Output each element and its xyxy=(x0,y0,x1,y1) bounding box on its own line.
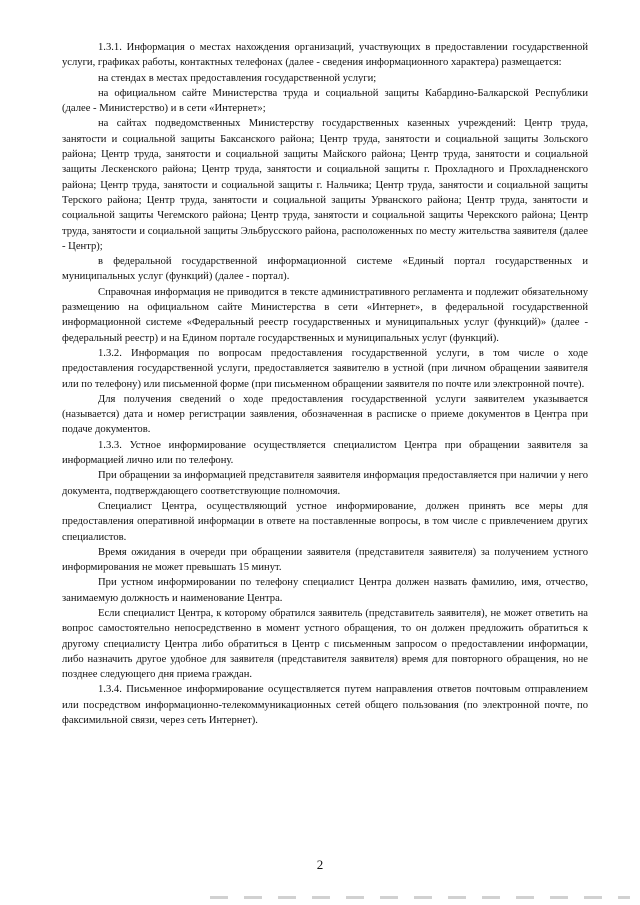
paragraph-federal-portal: в федеральной государственной информационной системе «Единый портал государственных и муниципальных услуг (функций) (далее - портал). xyxy=(62,256,588,283)
document-body xyxy=(62,40,588,728)
paragraph-stands: на стендах в местах предоставления государственной услуги; xyxy=(98,72,377,84)
paragraph-phone-info: При устном информировании по телефону специалист Центра должен назвать фамилию, имя, отчество, занимаемую должность и наименование Центра. xyxy=(62,577,588,604)
paragraph-reference-info: Справочная информация не приводится в тексте административного регламента и подлежит обязательному размещению на официальном сайте Министерства в сети «Интернет», в федеральной государственной информационной системе «Федеральный реестр государственных и муниципальных услуг (функций)» (далее - федеральный реестр) и на Едином портале государственных и муниципальных услуг (функций). xyxy=(62,286,588,344)
paragraph-waiting-time: Время ожидания в очереди при обращении заявителя (представителя заявителя) за получением устного информирования не может превышать 15 минут. xyxy=(62,546,588,574)
paragraph-1-3-1: 1.3.1. Информация о местах нахождения организаций, участвующих в предоставлении государственной услуги, графиках работы, контактных телефонах (далее - сведения информационного характера) размещается: xyxy=(62,42,588,69)
paragraph-1-3-3: 1.3.3. Устное информирование осуществляется специалистом Центра при обращении заявителя за информацией лично или по телефону. xyxy=(62,439,588,467)
paragraph-1-3-2: 1.3.2. Информация по вопросам предоставления государственной услуги, в том числе о ходе предоставления государственной услуги, предоставляется заявителю в устной (при личном обращении заявителя или по телефону) или письменной форме (при письменном обращении заявителя по почте или электронной почте). xyxy=(62,347,588,390)
paragraph-status-info: Для получения сведений о ходе предоставления государственной услуги заявителем указывается (называется) дата и номер регистрации заявления, обозначенная в расписке о приеме документов в Центра при подаче документов. xyxy=(62,393,588,436)
paragraph-1-3-4: 1.3.4. Письменное информирование осуществляется путем направления ответов почтовым отправлением или посредством информационно-телекоммуникационных сетей общего пользования (по электронной почте, по факсимильной связи, через сеть Интернет). xyxy=(62,684,588,727)
page-number: 2 xyxy=(316,857,324,872)
paragraph-representative: При обращении за информацией представителя заявителя информация предоставляется при наличии у него документа, подтверждающего соответствующие полномочия. xyxy=(62,470,588,497)
paragraph-centers-sites: на сайтах подведомственных Министерству государственных казенных учреждений: Центр труда, занятости и социальной защиты Баксанского района; Центр труда, занятости и социальной защиты Зольского района; Центр труда, занятости и социальной защиты Майского района; Центр труда, занятости и социальной защиты Лескенского района; Центр труда, занятости и социальной защиты г. Прохладного и Прохладненского района; Центр труда, занятости и социальной защиты г. Нальчика; Центр труда, занятости и социальной защиты Терского района; Центр труда, занятости и социальной защиты Урванского района; Центр труда, занятости и социальной защиты Чегемского района; Центр труда, занятости и социальной защиты Черекского района; Центр труда, занятости и социальной защиты Эльбрусского района, расположенных по месту жительства заявителя (далее - Центр); xyxy=(62,118,588,252)
scan-artifact xyxy=(210,896,630,899)
paragraph-ministry-site: на официальном сайте Министерства труда и социальной защиты Кабардино-Балкарской Республики (далее - Министерство) и в сети «Интернет»; xyxy=(62,87,588,115)
paragraph-cannot-answer: Если специалист Центра, к которому обратился заявитель (представитель заявителя), не может ответить на вопрос самостоятельно непосредственно в момент устного обращения, то он должен предложить обратиться к другому специалисту Центра либо обратиться в Центр с письменным запросом о предоставлении информации, либо назначить другое удобное для заявителя (представителя заявителя) время для повторного обращения, но не позднее следующего дня приема граждан. xyxy=(62,607,588,681)
paragraph-specialist-measures: Специалист Центра, осуществляющий устное информирование, должен принять все меры для предоставления оперативной информации в ответе на поставленные вопросы, в том числе с привлечением других специалистов. xyxy=(62,500,588,543)
